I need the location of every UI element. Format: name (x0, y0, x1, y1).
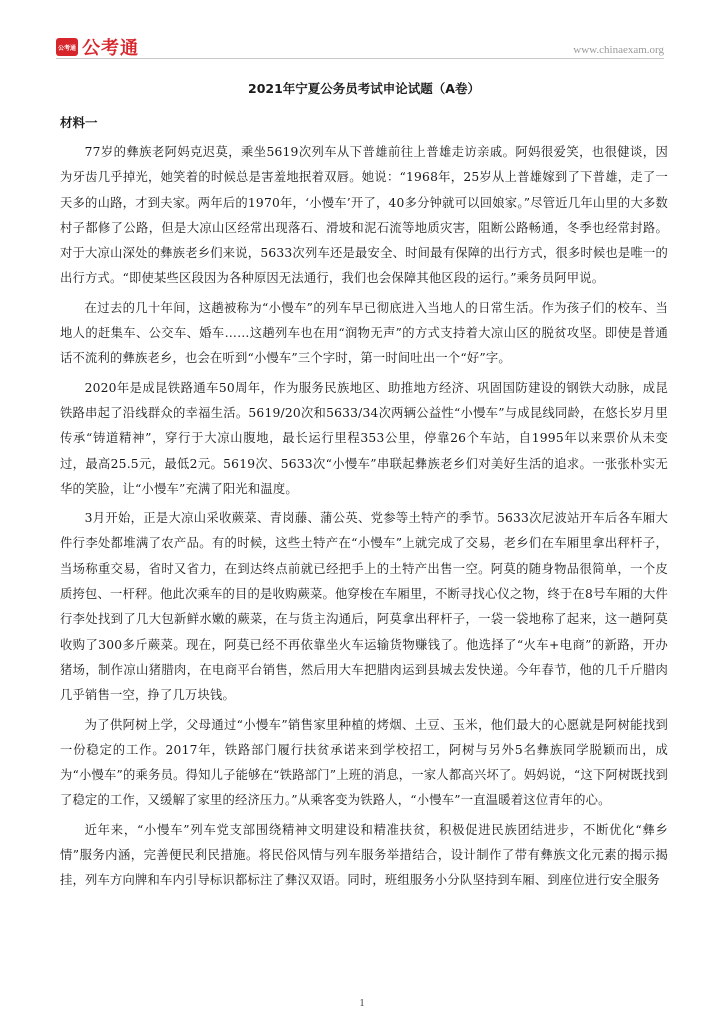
paragraph: 近年来，“小慢车”列车党支部围绕精神文明建设和精准扶贫，积极促进民族团结进步，不断优化“彝乡情”服务内涵，完善便民利民措施。将民俗风情与列车服务举措结合，设计制作了带有彝族文化元素的揭示揭挂，列车方向牌和车内引导标识都标注了彝汉双语。同时，班组服务小分队坚持到车厢、到座位进行安全服务 (60, 822, 668, 888)
header-divider (56, 58, 664, 59)
logo[interactable] (56, 34, 139, 60)
logo-badge-icon: 公考通 (56, 38, 78, 56)
paragraph: 2020年是成昆铁路通车50周年，作为服务民族地区、助推地方经济、巩固国防建设的钢铁大动脉，成昆铁路串起了沿线群众的幸福生活。5619/20次和5633/34次两辆公益性“小慢车”与成昆线同龄，在悠长岁月里传承“铸道精神”，穿行于大凉山腹地，最长运行里程353公里，停靠26个车站，自1995年以来票价从未变过，最高25.5元，最低2元。5619次、5633次“小慢车”串联起彝族老乡们对美好生活的追求。一张张朴实无华的笑脸，让“小慢车”充满了阳光和温度。 (60, 380, 668, 496)
paragraph: 3月开始，正是大凉山采收蕨菜、青岗藤、蒲公英、党参等土特产的季节。5633次尼波站开车后各车厢大件行李处都堆满了农产品。有的时候，这些土特产在“小慢车”上就完成了交易，老乡们在车厢里拿出秤杆子，当场称重交易，省时又省力，在到达终点前就已经把手上的土特产出售一空。阿莫的随身物品很简单，一个皮质挎包、一杆秤。他此次乘车的目的是收购蕨菜。他穿梭在车厢里，不断寻找心仪之物，终于在8号车厢的大件行李处找到了几大包新鲜水嫩的蕨菜，在与货主沟通后，阿莫拿出秤杆子，一袋一袋地称了起来，这一趟阿莫收购了300多斤蕨菜。现在，阿莫已经不再依靠坐火车运输货物赚钱了。他选择了“火车+电商”的新路，开办猪场，制作凉山猪腊肉，在电商平台销售，然后用大车把腊肉运到县城去发快递。今年春节，他的几千斤腊肉几乎销售一空，挣了几万块钱。 (60, 511, 668, 703)
section-heading: 材料一 (60, 115, 98, 130)
paragraph: 77岁的彝族老阿妈克迟莫，乘坐5619次列车从下普雄前往上普雄走访亲戚。阿妈很爱笑，也很健谈，因为牙齿几乎掉光，她笑着的时候总是害羞地抿着双唇。她说：“1968年，25岁从上普雄嫁到了下普雄，走了一天多的山路，才到夫家。两年后的1970年，‘小慢车’开了，40多分钟就可以回娘家。”尽管近几年山里的大多数村子都修了公路，但是大凉山区经常出现落石、滑坡和泥石流等地质灾害，阻断公路畅通，冬季也经常封路。对于大凉山深处的彝族老乡们来说，5633次列车还是最安全、时间最有保障的出行方式，很多时候也是唯一的出行方式。“即使某些区段因为各种原因无法通行，我们也会保障其他区段的运行。”乘务员阿甲说。 (60, 145, 668, 286)
page-header (56, 32, 664, 62)
paragraph: 为了供阿树上学，父母通过“小慢车”销售家里种植的烤烟、土豆、玉米，他们最大的心愿就是阿树能找到一份稳定的工作。2017年，铁路部门履行扶贫承诺来到学校招工，阿树与另外5名彝族同学脱颖而出，成为“小慢车”的乘务员。得知儿子能够在“铁路部门”上班的消息，一家人都高兴坏了。妈妈说，“这下阿树既找到了稳定的工作，又缓解了家里的经济压力。”从乘客变为铁路人，“小慢车”一直温暖着这位青年的心。 (60, 717, 668, 808)
page-number: 1 (359, 998, 365, 1009)
document-body (60, 78, 668, 898)
site-url[interactable]: www.chinaexam.org (573, 44, 664, 56)
paragraph: 在过去的几十年间，这趟被称为“小慢车”的列车早已彻底进入当地人的日常生活。作为孩子们的校车、当地人的赶集车、公交车、婚车……这趟列车也在用“润物无声”的方式支持着大凉山区的脱贫攻坚。即使是普通话不流利的彝族老乡，也会在听到“小慢车”三个字时，第一时间吐出一个“好”字。 (60, 300, 668, 366)
logo-text: 公考通 (82, 38, 139, 59)
document-title: 2021年宁夏公务员考试申论试题（A卷） (248, 81, 480, 96)
